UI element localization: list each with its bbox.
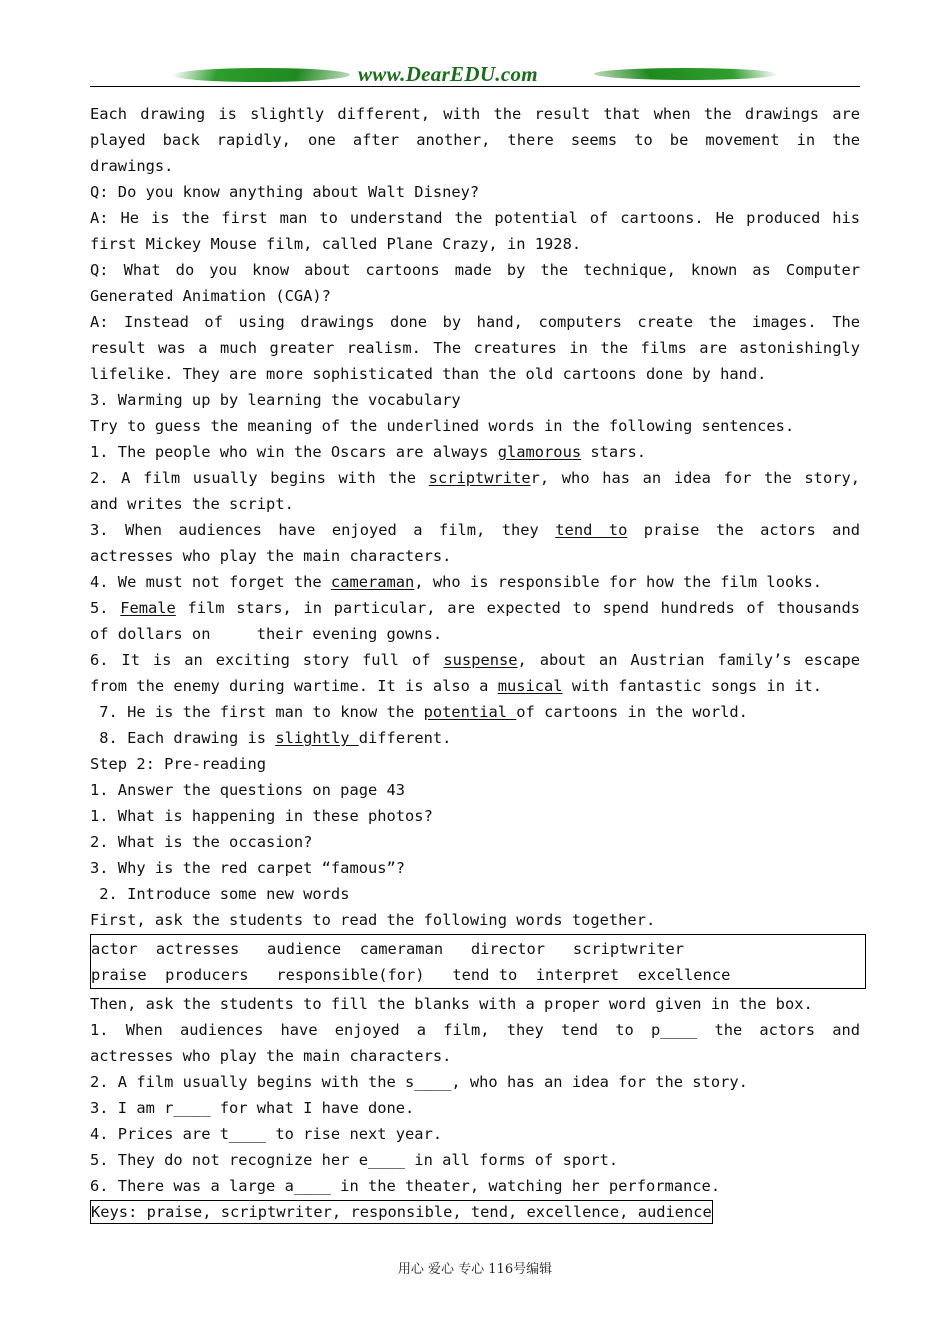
fill-blank-line: 1. When audiences have enjoyed a film, they tend to p____ the actors and [90, 1021, 860, 1039]
text-line: played back rapidly, one after another, there seems to be movement in the [90, 131, 860, 149]
header-rule [90, 86, 860, 87]
fill-blank-line: 4. Prices are t____ to rise next year. [90, 1125, 443, 1143]
word-box-line: praise producers responsible(for) tend to interpret excellence [91, 966, 731, 984]
answer-line: A: He is the first man to understand the potential of cartoons. He produced his [90, 209, 860, 227]
underlined-word: tend to [555, 521, 628, 539]
text-line: drawings. [90, 157, 174, 175]
vocab-sentence: of dollars on their evening gowns. [90, 625, 443, 643]
underlined-word: suspense [443, 651, 518, 669]
instruction-line: Try to guess the meaning of the underlined words in the following sentences. [90, 417, 795, 435]
section-heading: 3. Warming up by learning the vocabulary [90, 391, 461, 409]
vocab-sentence: 8. Each drawing is slightly different. [90, 729, 452, 747]
green-swoosh-left-icon [169, 68, 352, 82]
question-line: Q: What do you know about cartoons made by the technique, known as Computer [90, 261, 860, 279]
answer-keys: Keys: praise, scriptwriter, responsible, tend, excellence, audience [90, 1200, 713, 1224]
vocab-sentence: 6. It is an exciting story full of suspense, about an Austrian family’s escape [90, 651, 861, 669]
green-swoosh-right-icon [592, 68, 780, 80]
word-box [90, 934, 866, 989]
vocab-sentence: 1. The people who win the Oscars are always glamorous stars. [90, 443, 646, 461]
instruction-line: Then, ask the students to fill the blanks with a proper word given in the box. [90, 995, 813, 1013]
vocab-sentence: actresses who play the main characters. [90, 547, 452, 565]
question-line: Q: Do you know anything about Walt Disney? [90, 183, 480, 201]
fill-blank-line: 2. A film usually begins with the s____, who has an idea for the story. [90, 1073, 748, 1091]
underlined-word: musical [497, 677, 563, 695]
vocab-sentence: from the enemy during wartime. It is also a musical with fantastic songs in it. [90, 677, 823, 695]
word-box-line: actor actresses audience cameraman director scriptwriter [91, 940, 685, 958]
fill-blank-line: 6. There was a large a____ in the theater, watching her performance. [90, 1177, 721, 1195]
answer-line: first Mickey Mouse film, called Plane Crazy, in 1928. [90, 235, 582, 253]
underlined-word: slightly [275, 729, 359, 747]
section-heading: Step 2: Pre-reading [90, 755, 267, 773]
vocab-sentence: 4. We must not forget the cameraman, who is responsible for how the film looks. [90, 573, 823, 591]
question-line: 1. What is happening in these photos? [90, 807, 433, 825]
vocab-sentence: 7. He is the first man to know the potential of cartoons in the world. [90, 703, 748, 721]
vocab-sentence: 3. When audiences have enjoyed a film, they tend to praise the actors and [90, 521, 860, 539]
underlined-word: scriptwrite [428, 469, 531, 487]
document-body [90, 101, 860, 1225]
fill-blank-line: 3. I am r____ for what I have done. [90, 1099, 415, 1117]
underlined-word: potential [423, 703, 517, 721]
answer-line: result was a much greater realism. The creatures in the films are astonishingly [90, 339, 860, 357]
vocab-sentence: 2. A film usually begins with the scriptwriter, who has an idea for the story, [90, 469, 861, 487]
answer-line: A: Instead of using drawings done by hand, computers create the images. The [90, 313, 860, 331]
vocab-sentence: and writes the script. [90, 495, 294, 513]
vocab-sentence: 5. Female film stars, in particular, are expected to spend hundreds of thousands [90, 599, 860, 617]
question-line: 3. Why is the red carpet “famous”? [90, 859, 406, 877]
task-line: 1. Answer the questions on page 43 [90, 781, 406, 799]
site-logo: www.DearEDU.com [358, 62, 538, 86]
fill-blank-line: 5. They do not recognize her e____ in all forms of sport. [90, 1151, 619, 1169]
underlined-word: glamorous [497, 443, 582, 461]
page-header [90, 62, 860, 90]
question-line: 2. What is the occasion? [90, 833, 313, 851]
underlined-word: cameraman [330, 573, 415, 591]
question-line: Generated Animation (CGA)? [90, 287, 331, 305]
text-line: Each drawing is slightly different, with the result that when the drawings are [90, 105, 860, 123]
fill-blank-line: actresses who play the main characters. [90, 1047, 452, 1065]
task-line: 2. Introduce some new words [90, 885, 350, 903]
page-footer: 用心 爱心 专心 116号编辑 [397, 1262, 553, 1277]
answer-line: lifelike. They are more sophisticated than the old cartoons done by hand. [90, 365, 767, 383]
underlined-word: Female [120, 599, 176, 617]
instruction-line: First, ask the students to read the following words together. [90, 911, 656, 929]
